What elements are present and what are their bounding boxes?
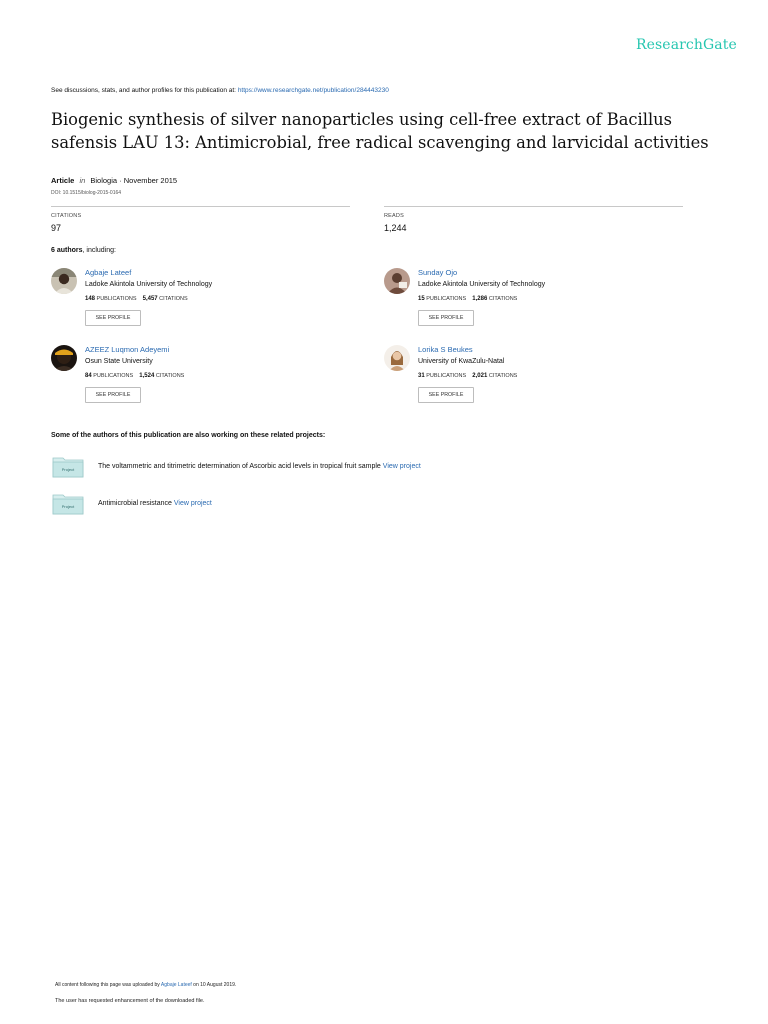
project-text xyxy=(98,500,212,507)
publication-type: Article xyxy=(51,176,75,185)
project-title: The voltammetric and titrimetric determination of Ascorbic acid levels in tropical fruit sample xyxy=(98,463,381,470)
author-institution: Ladoke Akintola University of Technology xyxy=(85,281,213,288)
author-citations-label: CITATIONS xyxy=(159,296,188,302)
divider-right xyxy=(384,206,683,207)
author-stats xyxy=(418,296,517,302)
publications-count: 15 xyxy=(418,296,425,302)
author-citations-count: 1,524 xyxy=(139,373,155,379)
reads-label: READS xyxy=(384,213,404,219)
publication-url-link[interactable]: https://www.researchgate.net/publication/284443230 xyxy=(237,87,389,94)
author-citations-count: 1,286 xyxy=(472,296,488,302)
author-card xyxy=(384,345,684,405)
folder-label: Project xyxy=(61,504,75,509)
related-projects-heading: Some of the authors of this publication are also working on these related projects: xyxy=(51,432,326,439)
author-citations-label: CITATIONS xyxy=(155,373,185,379)
person-photo-icon xyxy=(384,268,410,294)
author-citations-count: 5,457 xyxy=(142,296,158,302)
author-card xyxy=(51,268,351,328)
author-institution: Osun State University xyxy=(85,358,153,365)
project-item xyxy=(52,456,652,486)
journal-date: Biologia · November 2015 xyxy=(90,176,178,185)
authors-suffix: , including: xyxy=(82,247,116,254)
author-institution: Ladoke Akintola University of Technology xyxy=(418,281,546,288)
avatar[interactable] xyxy=(384,345,410,371)
publication-meta xyxy=(51,176,177,185)
publication-title: Biogenic synthesis of silver nanoparticles using cell-free extract of Bacillus safensis LAU 13: Antimicrobial, free radical scavenging and larvicidal activities xyxy=(51,110,709,152)
author-card xyxy=(384,268,684,328)
project-text xyxy=(98,463,421,470)
publications-count: 148 xyxy=(85,296,96,302)
view-project-link[interactable]: View project xyxy=(173,500,212,507)
avatar[interactable] xyxy=(384,268,410,294)
publications-label: PUBLICATIONS xyxy=(96,296,137,302)
author-name-link[interactable]: AZEEZ Luqmon Adeyemi xyxy=(85,345,170,354)
citations-label: CITATIONS xyxy=(51,213,82,219)
see-profile-button[interactable]: SEE PROFILE xyxy=(418,310,474,326)
see-profile-button[interactable]: SEE PROFILE xyxy=(85,387,141,403)
publications-label: PUBLICATIONS xyxy=(426,373,467,379)
person-photo-icon xyxy=(384,345,410,371)
uploader-link[interactable]: Agbaje Lateef xyxy=(160,982,192,988)
person-photo-icon xyxy=(51,268,77,294)
folder-icon xyxy=(52,493,84,515)
publications-label: PUBLICATIONS xyxy=(426,296,467,302)
authors-count: 6 authors xyxy=(51,247,83,254)
enhancement-note: The user has requested enhancement of the downloaded file. xyxy=(55,998,205,1004)
author-citations-label: CITATIONS xyxy=(488,373,518,379)
author-stats xyxy=(85,296,188,302)
project-title: Antimicrobial resistance xyxy=(98,500,172,507)
author-name-link[interactable]: Agbaje Lateef xyxy=(85,268,132,277)
doi: DOI: 10.1515/biolog-2015-0164 xyxy=(51,190,122,196)
author-stats xyxy=(418,373,517,379)
upload-prefix: All content following this page was uploaded by xyxy=(55,982,160,988)
upload-suffix: on 10 August 2019. xyxy=(193,982,237,988)
meta-in: in xyxy=(79,176,86,185)
person-photo-icon xyxy=(51,345,77,371)
folder-icon xyxy=(52,456,84,478)
author-card xyxy=(51,345,351,405)
author-institution: University of KwaZulu-Natal xyxy=(418,358,505,365)
see-profile-button[interactable]: SEE PROFILE xyxy=(85,310,141,326)
see-profile-button[interactable]: SEE PROFILE xyxy=(418,387,474,403)
reads-count: 1,244 xyxy=(384,223,407,233)
researchgate-logo[interactable]: ResearchGate xyxy=(636,37,737,53)
publications-label: PUBLICATIONS xyxy=(93,373,134,379)
discussion-line xyxy=(51,87,389,94)
author-citations-label: CITATIONS xyxy=(488,296,518,302)
view-project-link[interactable]: View project xyxy=(382,463,421,470)
author-stats xyxy=(85,373,184,379)
publications-count: 84 xyxy=(85,373,92,379)
avatar[interactable] xyxy=(51,268,77,294)
folder-label: Project xyxy=(61,467,75,472)
citations-count: 97 xyxy=(51,223,62,233)
author-citations-count: 2,021 xyxy=(472,373,488,379)
avatar[interactable] xyxy=(51,345,77,371)
project-item xyxy=(52,493,652,523)
authors-heading xyxy=(51,247,116,254)
divider-left xyxy=(51,206,350,207)
discussion-text: See discussions, stats, and author profiles for this publication at: xyxy=(51,87,236,94)
upload-note xyxy=(55,982,236,988)
author-name-link[interactable]: Sunday Ojo xyxy=(418,268,458,277)
author-name-link[interactable]: Lorika S Beukes xyxy=(418,345,473,354)
publications-count: 31 xyxy=(418,373,425,379)
